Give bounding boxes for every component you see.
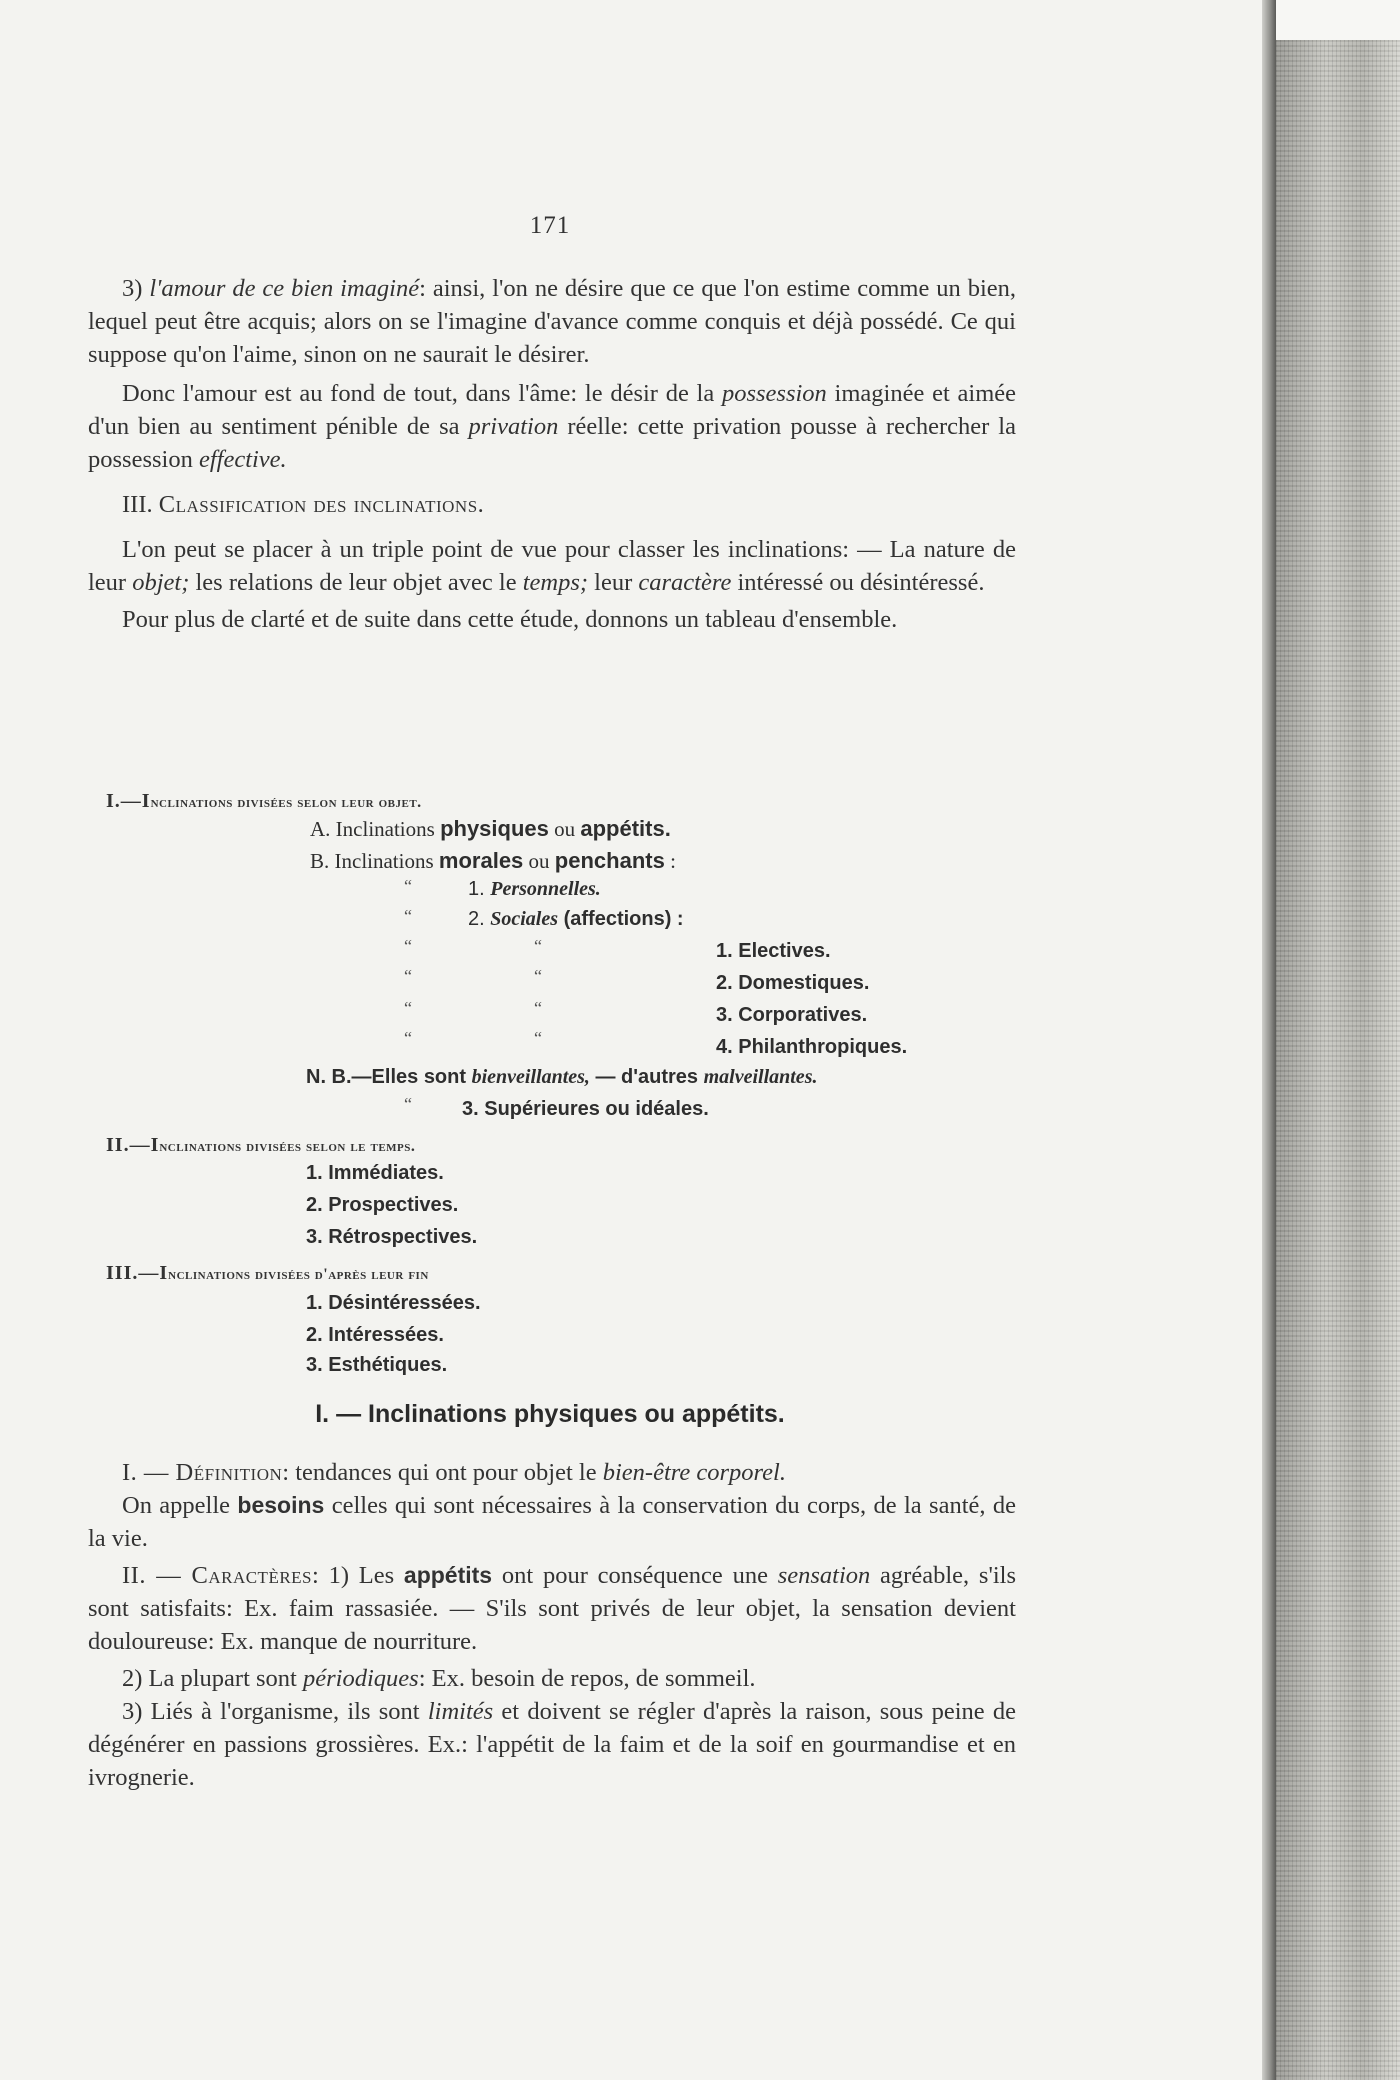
- book-page-edges: [1276, 40, 1400, 2080]
- table-section-2-title: II.—Inclinations divisées selon le temps.: [106, 1134, 416, 1156]
- paragraph-triple-view: L'on peut se placer à un triple point de vue pour classer les inclinations: — La nature de leur objet; les relations de leur objet avec le temps; leur caractère intéressé ou désintéressé.: [88, 536, 1016, 596]
- row-disinterested: 1. Désintéressées.: [306, 1292, 481, 1314]
- row-personal: 1. Personnelles.: [468, 878, 601, 900]
- paragraph-periodic: 2) La plupart sont périodiques: Ex. besoin de repos, de sommeil.: [122, 1665, 756, 1692]
- intro-text: [88, 272, 1016, 636]
- row-prospective: 2. Prospectives.: [306, 1194, 459, 1216]
- ditto-mark: “: [534, 1028, 542, 1048]
- ditto-mark: “: [534, 936, 542, 956]
- row-moral-inclinations: B. Inclinations morales ou penchants :: [310, 848, 676, 873]
- ditto-mark: “: [404, 998, 412, 1018]
- ditto-mark: “: [404, 906, 412, 926]
- paragraph-love-at-base: Donc l'amour est au fond de tout, dans l'âme: le désir de la possession imaginée et aimée d'un bien au sentiment pénible de sa privation réelle: cette privation pousse à rechercher la possession effective.: [88, 380, 1016, 473]
- row-philanthropic: 4. Philanthropiques.: [716, 1036, 908, 1058]
- ditto-mark: “: [404, 936, 412, 956]
- paragraph-needs: On appelle besoins celles qui sont nécessaires à la conservation du corps, de la santé, de la vie.: [88, 1492, 1017, 1552]
- ditto-mark: “: [404, 876, 412, 896]
- row-social: 2. Sociales (affections) :: [468, 908, 684, 930]
- ditto-mark: “: [404, 966, 412, 986]
- row-aesthetic: 3. Esthétiques.: [306, 1354, 448, 1376]
- table-section-1-title: I.—Inclinations divisées selon leur objet.: [106, 790, 422, 812]
- paragraph-characters: II. — Caractères: 1) Les appétits ont pour conséquence une sensation agréable, s'ils sont satisfaits: Ex. faim rassasiée. — S'ils sont privés de leur objet, la sensation devient douloureuse: Ex. manque de nourriture.: [88, 1562, 1017, 1655]
- section-heading-physical: I. — Inclinations physiques ou appétits.: [315, 1400, 785, 1428]
- background-top: [1262, 0, 1400, 40]
- ditto-mark: “: [404, 1028, 412, 1048]
- row-nota-bene: N. B.—Elles sont bienveillantes, — d'autres malveillantes.: [306, 1066, 818, 1088]
- ditto-mark: “: [534, 998, 542, 1018]
- table-section-3-title: III.—Inclinations divisées d'après leur fin: [106, 1262, 429, 1284]
- page-gutter-shadow: [1262, 0, 1276, 2080]
- row-interested: 2. Intéressées.: [306, 1324, 444, 1346]
- row-domestic: 2. Domestiques.: [716, 972, 870, 994]
- section-heading-classification: III. Classification des inclinations.: [122, 491, 485, 518]
- paragraph-definition: I. — Définition: tendances qui ont pour objet le bien-être corporel.: [122, 1459, 786, 1486]
- row-physical-inclinations: A. Inclinations physiques ou appétits.: [310, 816, 671, 841]
- row-retrospective: 3. Rétrospectives.: [306, 1226, 478, 1248]
- ditto-mark: “: [404, 1094, 412, 1114]
- paragraph-overview-table: Pour plus de clarté et de suite dans cette étude, donnons un tableau d'ensemble.: [122, 606, 898, 633]
- row-superior: 3. Supérieures ou idéales.: [462, 1098, 709, 1120]
- row-immediate: 1. Immédiates.: [306, 1162, 444, 1184]
- paragraph-love-of-imagined-good: 3) l'amour de ce bien imaginé: ainsi, l'on ne désire que ce que l'on estime comme un bien, lequel peut être acquis; alors on se l'imagine d'avance comme conquis et déjà possédé. Ce qui suppose qu'on l'aime, sinon on ne saurait le désirer.: [88, 275, 1017, 368]
- paragraph-limited: 3) Liés à l'organisme, ils sont limités et doivent se régler d'après la raison, sous peine de dégénérer en passions grossières. Ex.: l'appétit de la faim et de la soif en gourmandise et en ivrognerie.: [88, 1698, 1016, 1791]
- ditto-mark: “: [534, 966, 542, 986]
- row-corporative: 3. Corporatives.: [716, 1004, 868, 1026]
- row-elective: 1. Electives.: [716, 940, 831, 962]
- section-body: [88, 1456, 1016, 1794]
- page-number: 171: [529, 212, 571, 239]
